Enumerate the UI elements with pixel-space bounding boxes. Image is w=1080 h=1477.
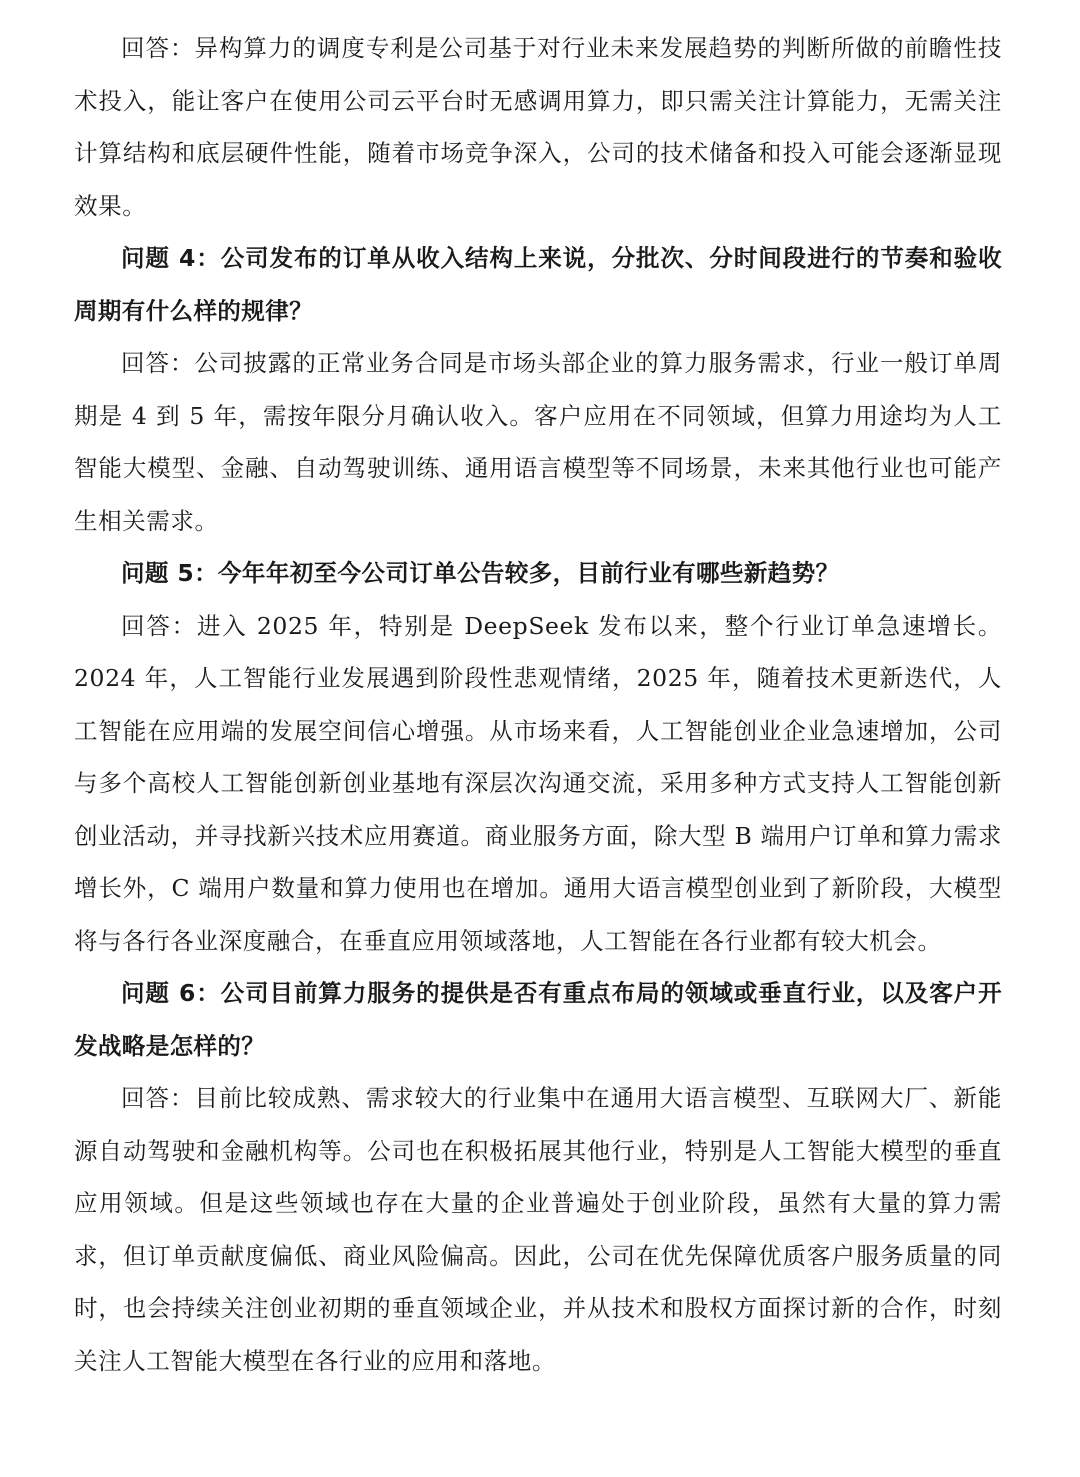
question-4: 问题 4：公司发布的订单从收入结构上来说，分批次、分时间段进行的节奏和验收周期有什么样的规律？ <box>74 244 1002 325</box>
answer-paragraph-6: 回答：目前比较成熟、需求较大的行业集中在通用大语言模型、互联网大厂、新能源自动驾驶和金融机构等。公司也在积极拓展其他行业，特别是人工智能大模型的垂直应用领域。但是这些领域也存在大量的企业普遍处于创业阶段，虽然有大量的算力需求，但订单贡献度偏低、商业风险偏高。因此，公司在优先保障优质客户服务质量的同时，也会持续关注创业初期的垂直领域企业，并从技术和股权方面探讨新的合作，时刻关注人工智能大模型在各行业的应用和落地。 <box>74 1084 1002 1375</box>
question-5: 问题 5：今年年初至今公司订单公告较多，目前行业有哪些新趋势？ <box>121 559 840 587</box>
answer-paragraph-3: 回答：异构算力的调度专利是公司基于对行业未来发展趋势的判断所做的前瞻性技术投入，能让客户在使用公司云平台时无感调用算力，即只需关注计算能力，无需关注计算结构和底层硬件性能，随着市场竞争深入，公司的技术储备和投入可能会逐渐显现效果。 <box>74 34 1002 220</box>
answer-paragraph-4: 回答：公司披露的正常业务合同是市场头部企业的算力服务需求，行业一般订单周期是 4 到 5 年，需按年限分月确认收入。客户应用在不同领域，但算力用途均为人工智能大模型、金融、自动驾驶训练、通用语言模型等不同场景，未来其他行业也可能产生相关需求。 <box>74 349 1002 535</box>
question-6: 问题 6：公司目前算力服务的提供是否有重点布局的领域或垂直行业，以及客户开发战略是怎样的？ <box>74 979 1002 1060</box>
answer-paragraph-5: 回答：进入 2025 年，特别是 DeepSeek 发布以来，整个行业订单急速增长。2024 年，人工智能行业发展遇到阶段性悲观情绪，2025 年，随着技术更新迭代，人工智能在应用端的发展空间信心增强。从市场来看，人工智能创业企业急速增加，公司与多个高校人工智能创新创业基地有深层次沟通交流，采用多种方式支持人工智能创新创业活动，并寻找新兴技术应用赛道。商业服务方面，除大型 B 端用户订单和算力需求增长外，C 端用户数量和算力使用也在增加。通用大语言模型创业到了新阶段，大模型将与各行各业深度融合，在垂直应用领域落地，人工智能在各行业都有较大机会。 <box>74 611 1002 955</box>
